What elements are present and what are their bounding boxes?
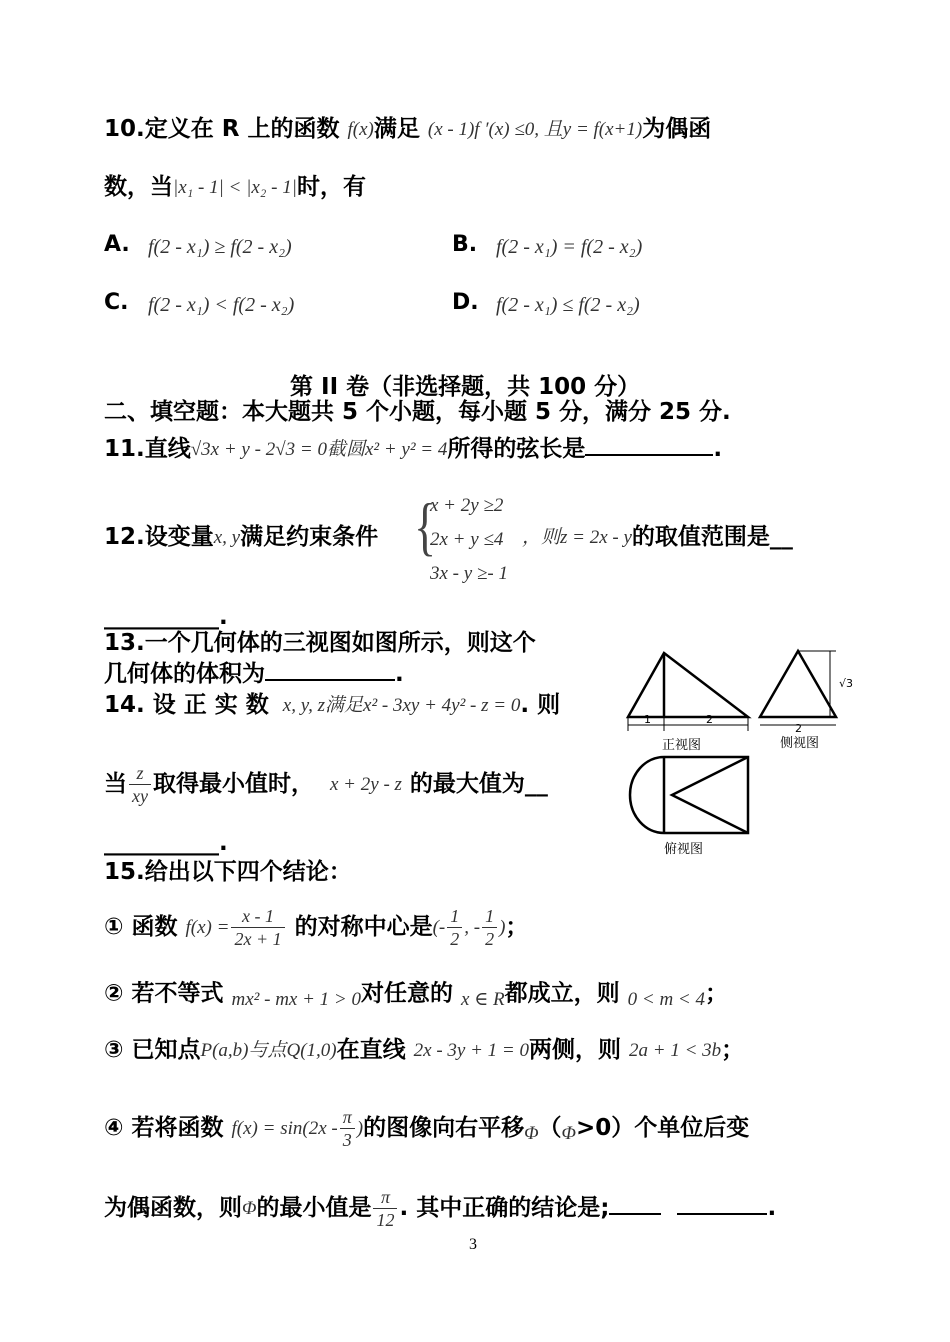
q14-expr: x + 2y - z: [330, 773, 402, 795]
side-view-triangle: [760, 651, 836, 717]
q15-item-3-mark: ③: [104, 1037, 124, 1063]
q14-line2-tail: 的最大值为__: [409, 771, 548, 797]
q15-answer-blank-1[interactable]: [609, 1191, 661, 1215]
front-view: [628, 653, 748, 753]
q15-item-1-expr2a: (-: [432, 916, 446, 938]
q15-item-1: [104, 905, 528, 950]
q14-frac-den: xy: [132, 786, 148, 806]
front-dim-left-label: 1: [644, 713, 651, 726]
q15-item-3-expr1: P(a,b)与点Q(1,0): [200, 1039, 337, 1061]
section2-title: 第 II 卷（非选择题，共 100 分）: [290, 374, 641, 400]
q15-item-1-expr1: f(x) =: [185, 916, 230, 938]
q15-item-1-d1: 2: [450, 929, 460, 949]
q14-line2-lead: 当: [104, 771, 127, 797]
q11-answer-blank[interactable]: [585, 432, 713, 456]
q15-item-4-fraction: [340, 1106, 355, 1151]
q14-line2-mid: 取得最小值时，: [152, 771, 314, 797]
q15-item-4-line2: [104, 1186, 776, 1231]
q12-constraint-2: 2x + y ≤4: [430, 529, 504, 550]
q14-lead: 14. 设 正 实 数: [104, 692, 269, 718]
q15-item-1-den: 2x + 1: [234, 929, 282, 949]
q12-vars: x, y: [213, 526, 241, 548]
q11-lead: 11.直线: [104, 436, 191, 462]
front-dim-right-label: 2: [706, 713, 713, 726]
q15-item-4-mark: ④: [104, 1115, 124, 1141]
q15-item-2-mark: ②: [104, 980, 124, 1007]
q12-constraint-1: x + 2y ≥2: [430, 495, 504, 516]
q15-item-3-text2: 在直线: [336, 1037, 406, 1063]
q15-item-4-line2-a: 为偶函数，则: [104, 1195, 242, 1221]
q15-item-4-paren: （: [538, 1115, 562, 1141]
q13-line2-text: 几何体的体积为: [104, 661, 265, 687]
q15-item-3-expr2: 2x - 3y + 1 = 0: [413, 1039, 529, 1061]
q10-tail: 为偶函: [642, 116, 712, 142]
q15-item-2-expr3: 0 < m < 4: [627, 989, 706, 1010]
side-dim-bottom-label: 2: [795, 722, 802, 735]
q15-answer-blank-2[interactable]: [677, 1191, 767, 1215]
q10-option-d-expr: f(2 - x₁) ≤ f(2 - x₂): [496, 294, 640, 316]
q12-lead-line: [104, 522, 378, 553]
q10-option-a-label: A.: [104, 232, 130, 257]
q10-option-b-label: B.: [452, 232, 478, 257]
q14-condition: x, y, z满足x² - 3xy + 4y² - z = 0: [282, 694, 521, 716]
q14-line1: [104, 690, 560, 721]
q15-item-4-line2-phi: Φ: [242, 1197, 257, 1219]
front-view-label: 正视图: [662, 738, 702, 753]
q10-lead: 10.定义在 R 上的函数: [104, 116, 340, 142]
q10-condition: (x - 1)f ′(x) ≤0, 且y = f(x+1): [427, 118, 643, 140]
q10-line2-lead: 数，当: [104, 174, 173, 200]
q15-item-2-text1: 若不等式: [131, 980, 224, 1007]
q14-fraction: [129, 762, 151, 807]
q10-line2-tail: 时，有: [296, 174, 366, 200]
q15-lead: 15.给出以下四个结论：: [104, 859, 352, 885]
q11-line: [104, 432, 722, 465]
q10-line1: [104, 114, 711, 145]
three-view-figure: [620, 645, 860, 860]
q15-item-2: [104, 973, 728, 1015]
q12-tail-line: [522, 522, 793, 553]
q10-mid: 满足: [373, 116, 420, 142]
fill-in-header: 二、填空题：本大题共 5 个小题，每小题 5 分，满分 25 分.: [104, 399, 731, 425]
q15-item-1-mid: , -: [464, 916, 481, 938]
q15-item-4-end: .: [767, 1195, 777, 1221]
q15-item-4-den: 3: [342, 1130, 352, 1150]
q15-item-1-frac-b: [482, 905, 497, 950]
q13-answer-blank[interactable]: [265, 657, 395, 681]
q15-item-1-end: ；: [505, 914, 529, 940]
q12-lead: 12.设变量: [104, 524, 214, 550]
q15-item-4-gt0: >0）个单位后变: [576, 1115, 750, 1141]
q15-item-4-line2-b: 的最小值是: [256, 1195, 372, 1221]
q15-item-4-phi: Φ: [524, 1122, 539, 1144]
q15-item-1-text1: 函数: [131, 914, 178, 940]
front-view-triangle: [628, 653, 748, 717]
q15-item-2-text2: 对任意的: [361, 980, 453, 1007]
q12-tail: 的取值范围是__: [631, 524, 793, 550]
q15-item-4: [104, 1106, 749, 1151]
side-view-label: 侧视图: [780, 736, 820, 751]
top-view: [630, 757, 748, 857]
q10-line2: [104, 172, 366, 203]
q15-item-4-pnum: π: [373, 1186, 397, 1209]
q15-item-4-num: π: [340, 1106, 355, 1129]
q11-end: .: [713, 436, 723, 462]
q15-item-3-text3: 两侧，则: [529, 1037, 621, 1063]
q15-item-1-n2: 1: [482, 905, 497, 928]
q12-line2: __________.: [104, 604, 228, 630]
q14-frac-num: z: [129, 762, 151, 785]
side-view: [760, 651, 853, 751]
q15-item-1-num: x - 1: [231, 905, 284, 928]
side-dim-height-label: √3: [839, 677, 854, 690]
q15-item-2-end: ；: [705, 980, 729, 1007]
q15-item-1-fraction: [231, 905, 284, 950]
q15-item-1-d2: 2: [485, 929, 495, 949]
q15-item-4-text1: 若将函数: [131, 1115, 224, 1141]
q15-item-3-text1: 已知点: [131, 1037, 201, 1063]
q15-item-2-expr2: x ∈ R: [461, 989, 505, 1010]
q14-line2: [104, 762, 548, 807]
q15-item-1-n1: 1: [447, 905, 462, 928]
q14-line3: __________.: [104, 830, 228, 856]
q10-option-a-expr: f(2 - x₁) ≥ f(2 - x₂): [148, 236, 292, 258]
q15-item-3-expr3: 2a + 1 < 3b: [629, 1039, 722, 1061]
q12-then: ，则z = 2x - y: [522, 526, 632, 548]
q15-item-2-expr1: mx² - mx + 1 > 0: [231, 989, 361, 1010]
top-view-inner-lines: [672, 757, 748, 833]
q15-item-4-line2-fraction: [373, 1186, 397, 1231]
q15-item-1-mark: ①: [104, 914, 124, 940]
q13-line1: 13.一个几何体的三视图如图所示，则这个: [104, 630, 536, 656]
q10-fx: f(x): [347, 118, 374, 140]
page-number: 3: [469, 1236, 477, 1253]
q11-tail: 所得的弦长是: [447, 436, 586, 462]
q10-option-c-label: C.: [104, 290, 129, 315]
q15-item-1-frac-a: [447, 905, 462, 950]
q15-item-1-text2: 的对称中心是: [294, 914, 433, 940]
top-view-label: 俯视图: [664, 842, 704, 857]
q15-item-4-expr1b: ): [356, 1117, 364, 1139]
q15-item-4-text2: 的图像向右平移: [363, 1115, 525, 1141]
q14-tail: . 则: [520, 692, 561, 718]
top-view-outline: [630, 757, 748, 833]
q10-option-d-label: D.: [452, 290, 479, 315]
q15-item-3: [104, 1035, 744, 1066]
q12-brace: {: [414, 490, 437, 563]
q15-item-2-text3: 都成立，则: [504, 980, 620, 1007]
q15-item-4-line2-c: . 其中正确的结论是;: [399, 1195, 610, 1221]
q10-option-b-expr: f(2 - x₁) = f(2 - x₂): [496, 236, 643, 258]
q10-line2-condition: |x₁ - 1| < |x₂ - 1|: [173, 176, 297, 198]
q12-constraint-3: 3x - y ≥- 1: [430, 563, 508, 584]
q15-item-4-expr1: f(x) = sin(2x -: [231, 1117, 338, 1139]
q13-line2: [104, 657, 404, 689]
q12-mid: 满足约束条件: [240, 524, 379, 550]
q10-option-c-expr: f(2 - x₁) < f(2 - x₂): [148, 294, 295, 316]
q15-item-3-end: ；: [721, 1037, 745, 1063]
q11-expr: √3x + y - 2√3 = 0截圆x² + y² = 4: [190, 438, 448, 460]
q15-item-4-pden: 12: [376, 1210, 395, 1230]
q13-end: .: [395, 661, 404, 687]
q15-item-1-expr2b: ): [499, 916, 506, 938]
q15-item-4-phi2: Φ: [561, 1122, 577, 1144]
